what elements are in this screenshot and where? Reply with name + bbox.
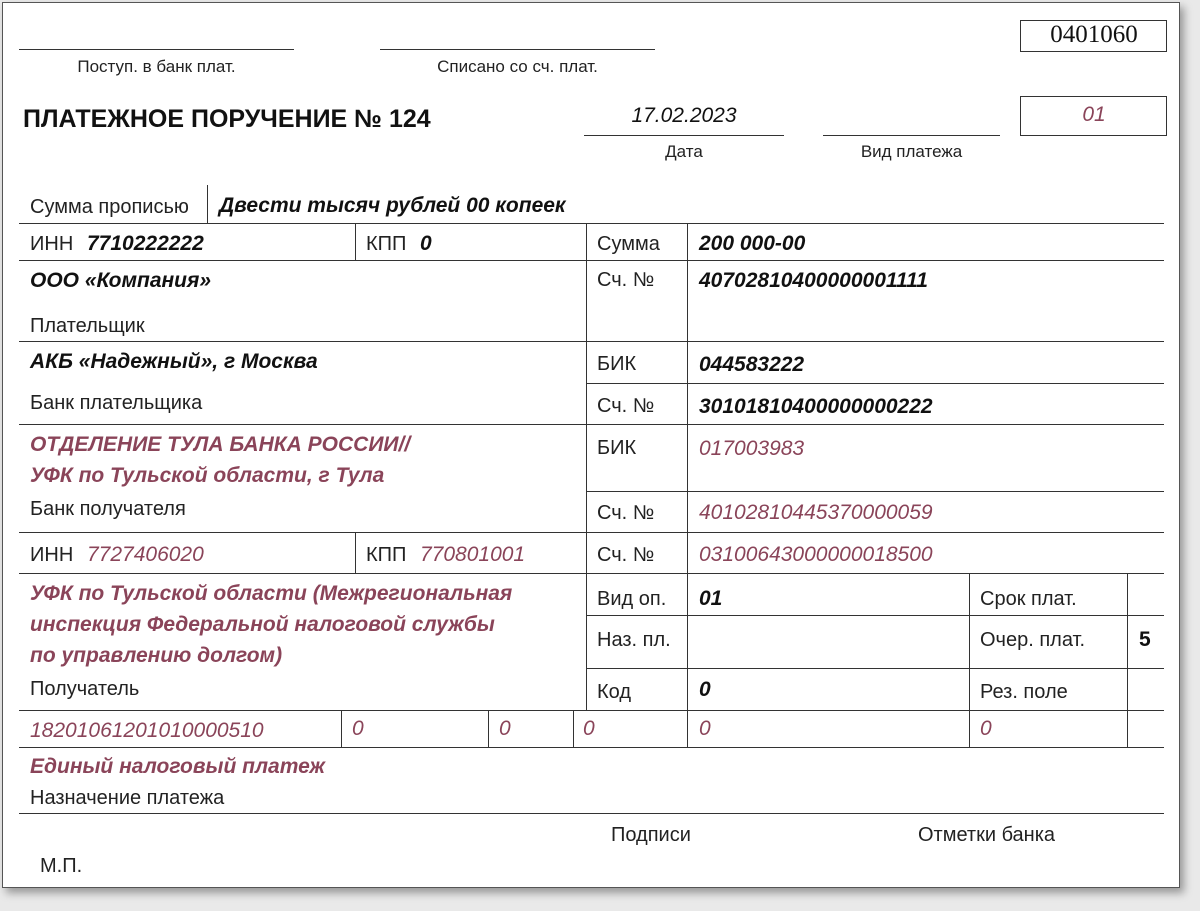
grid-line (488, 710, 489, 747)
signatures-label: Подписи (611, 824, 691, 846)
grid-line (19, 223, 1164, 224)
payee-bank-bik-label: БИК (597, 437, 637, 459)
payee-bank-name-line2: УФК по Тульской области, г Тула (30, 464, 385, 487)
grid-line (586, 223, 587, 710)
payer-kpp-label: КПП (366, 233, 407, 255)
grid-line (586, 668, 1164, 669)
tax-field-4: 0 (583, 717, 595, 740)
received-date-line (19, 49, 294, 50)
bank-marks-label: Отметки банка (918, 824, 1056, 846)
grid-line (586, 615, 969, 616)
payee-bank-account: 40102810445370000059 (699, 501, 933, 524)
payee-bank-name-line1: ОТДЕЛЕНИЕ ТУЛА БАНКА РОССИИ// (30, 433, 411, 456)
payee-name-line3: по управлению долгом) (30, 644, 283, 667)
payer-kpp: 0 (420, 232, 432, 255)
code-label: Код (597, 681, 632, 703)
payment-purpose-label: Назначение платежа (30, 787, 225, 809)
tax-field-3: 0 (499, 717, 511, 740)
payee-account: 03100643000000018500 (699, 543, 933, 566)
code-value: 0 (699, 678, 711, 701)
amount-words-divider (207, 185, 208, 223)
grid-line (19, 710, 1164, 711)
payer-inn: 7710222222 (87, 232, 204, 255)
grid-line (1127, 573, 1128, 747)
grid-line (19, 424, 1164, 425)
priority-value: 5 (1139, 628, 1151, 651)
status-code: 01 (1082, 103, 1106, 126)
payment-type-label: Вид платежа (860, 142, 963, 161)
kbk-value: 18201061201010000510 (30, 719, 264, 742)
grid-line (586, 383, 1164, 384)
payee-account-label: Сч. № (597, 544, 655, 566)
tax-field-5: 0 (699, 717, 711, 740)
grid-line (969, 573, 970, 747)
payment-type-line (823, 135, 1000, 136)
form-code: 0401060 (1050, 21, 1138, 48)
purpose-code-label: Наз. пл. (597, 629, 671, 651)
grid-line (573, 710, 574, 747)
payer-bank-bik: 044583222 (699, 353, 805, 376)
grid-line (969, 615, 1164, 616)
priority-label: Очер. плат. (980, 629, 1086, 651)
grid-line (586, 491, 1164, 492)
payer-account-label: Сч. № (597, 269, 655, 291)
payer-bank-account: 30101810400000000222 (699, 395, 933, 418)
payment-term-label: Срок плат. (980, 588, 1077, 610)
payer-bank-label: Банк плательщика (30, 392, 203, 414)
payee-kpp: 770801001 (420, 543, 526, 566)
payer-label: Плательщик (30, 315, 145, 337)
date-value: 17.02.2023 (631, 104, 737, 127)
stamp-label: М.П. (40, 855, 83, 877)
date-label: Дата (665, 142, 703, 161)
payee-kpp-label: КПП (366, 544, 407, 566)
grid-line (19, 813, 1164, 814)
debited-label: Списано со сч. плат. (437, 57, 598, 76)
reserve-field-label: Рез. поле (980, 681, 1068, 703)
payee-name-line1: УФК по Тульской области (Межрегиональная (30, 582, 513, 605)
grid-line (355, 532, 356, 573)
payee-bank-account-label: Сч. № (597, 502, 655, 524)
payer-bank-name: АКБ «Надежный», г Москва (30, 350, 318, 373)
tax-field-2: 0 (352, 717, 364, 740)
payer-bank-account-label: Сч. № (597, 395, 655, 417)
operation-type-value: 01 (699, 587, 723, 610)
payer-name: ООО «Компания» (30, 269, 212, 292)
grid-line (19, 260, 1164, 261)
payee-inn-label: ИНН (30, 544, 74, 566)
payee-bank-label: Банк получателя (30, 498, 186, 520)
received-label: Поступ. в банк плат. (77, 57, 236, 76)
payer-inn-label: ИНН (30, 233, 74, 255)
payment-order-form (2, 2, 1180, 888)
grid-line (341, 710, 342, 747)
grid-line (19, 532, 1164, 533)
payer-account: 40702810400000001111 (699, 269, 928, 292)
amount-words-label: Сумма прописью (30, 196, 189, 218)
payer-bank-bik-label: БИК (597, 353, 637, 375)
date-line (584, 135, 784, 136)
grid-line (19, 747, 1164, 748)
debited-date-line (380, 49, 655, 50)
grid-line (355, 223, 356, 260)
payer-sum-label: Сумма (597, 233, 660, 255)
payer-sum: 200 000-00 (699, 232, 806, 255)
payee-inn: 7727406020 (87, 543, 204, 566)
operation-type-label: Вид оп. (597, 588, 667, 610)
document-title: ПЛАТЕЖНОЕ ПОРУЧЕНИЕ № 124 (23, 105, 431, 133)
grid-line (19, 573, 1164, 574)
payee-bank-bik: 017003983 (699, 437, 805, 460)
grid-line (687, 223, 688, 747)
payee-label: Получатель (30, 678, 140, 700)
tax-field-6: 0 (980, 717, 992, 740)
payment-purpose-value: Единый налоговый платеж (30, 755, 325, 778)
payee-name-line2: инспекция Федеральной налоговой службы (30, 613, 495, 636)
amount-words-value: Двести тысяч рублей 00 копеек (219, 194, 566, 217)
grid-line (19, 341, 1164, 342)
